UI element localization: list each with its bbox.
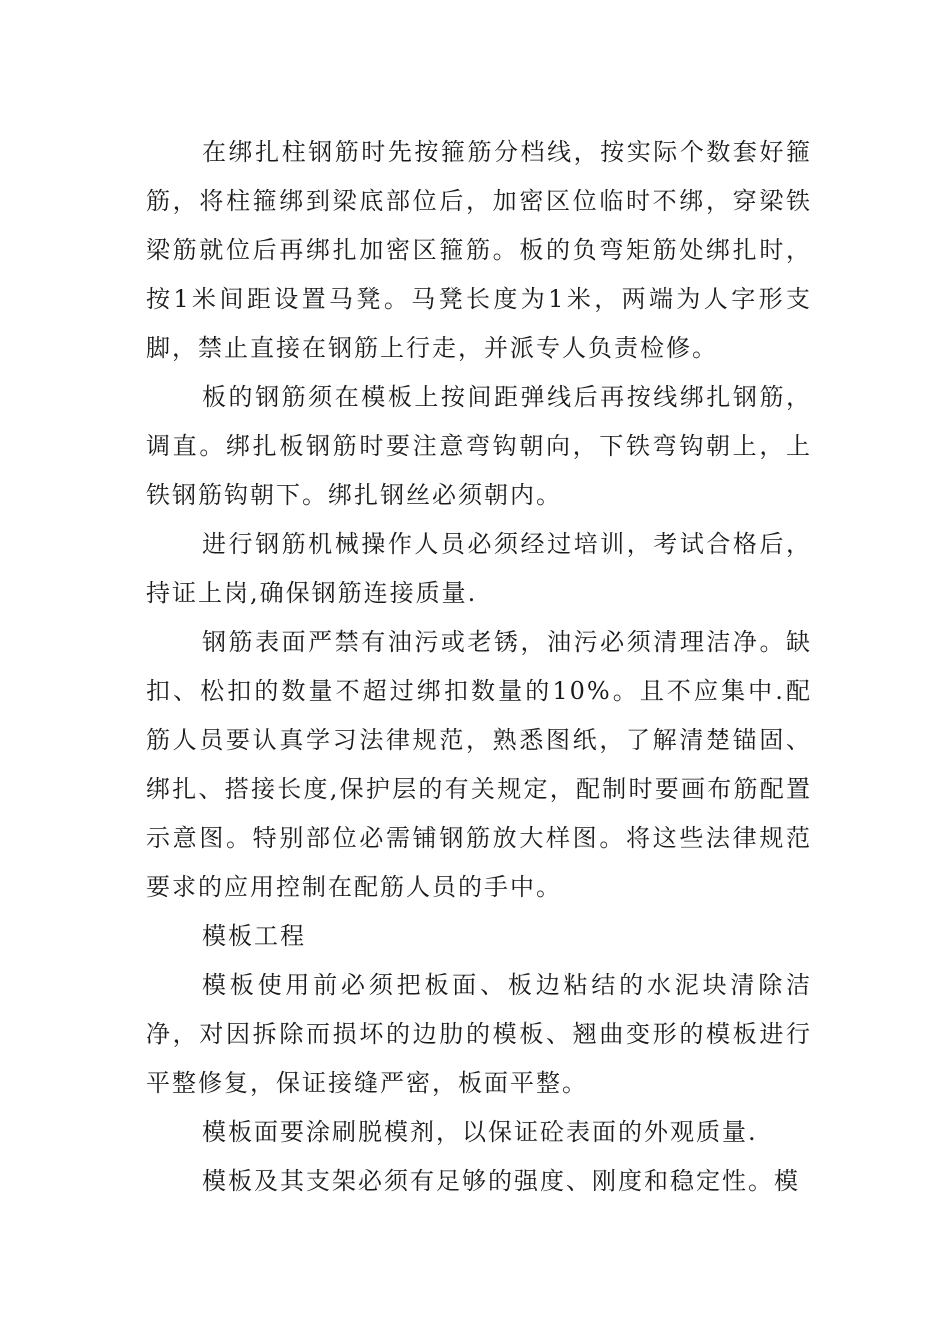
paragraph-formwork-cleaning: 模板使用前必须把板面、板边粘结的水泥块清除洁净，对因拆除而损坏的边肋的模板、翘曲变形的模板进行平整修复，保证接缝严密，板面平整。 xyxy=(146,971,812,1097)
paragraph-release-agent: 模板面要涂刷脱模剂，以保证砼表面的外观质量. xyxy=(202,1118,758,1146)
section-heading-formwork: 模板工程 xyxy=(202,922,306,950)
paragraph-formwork-strength: 模板及其支架必须有足够的强度、刚度和稳定性。模 xyxy=(202,1167,800,1195)
paragraph-operator-training: 进行钢筋机械操作人员必须经过培训，考试合格后，持证上岗,确保钢筋连接质量. xyxy=(146,530,812,607)
paragraph-rebar-binding-columns: 在绑扎柱钢筋时先按箍筋分档线，按实际个数套好箍筋，将柱箍绑到梁底部位后，加密区位临时不绑，穿梁铁梁筋就位后再绑扎加密区箍筋。板的负弯矩筋处绑扎时，按1米间距设置马凳。马凳长度为1米，两端为人字形支脚，禁止直接在钢筋上行走，并派专人负责检修。 xyxy=(146,138,812,362)
paragraph-slab-rebar: 板的钢筋须在模板上按间距弹线后再按线绑扎钢筋，调直。绑扎板钢筋时要注意弯钩朝向，下铁弯钩朝上，上铁钢筋钩朝下。绑扎钢丝必须朝内。 xyxy=(146,383,812,509)
document-body xyxy=(146,128,812,1206)
paragraph-rebar-surface: 钢筋表面严禁有油污或老锈，油污必须清理洁净。缺扣、松扣的数量不超过绑扣数量的10%。且不应集中.配筋人员要认真学习法律规范，熟悉图纸，了解清楚锚固、绑扎、搭接长度,保护层的有关规定，配制时要画布筋配置示意图。特别部位必需铺钢筋放大样图。将这些法律规范要求的应用控制在配筋人员的手中。 xyxy=(146,628,812,901)
